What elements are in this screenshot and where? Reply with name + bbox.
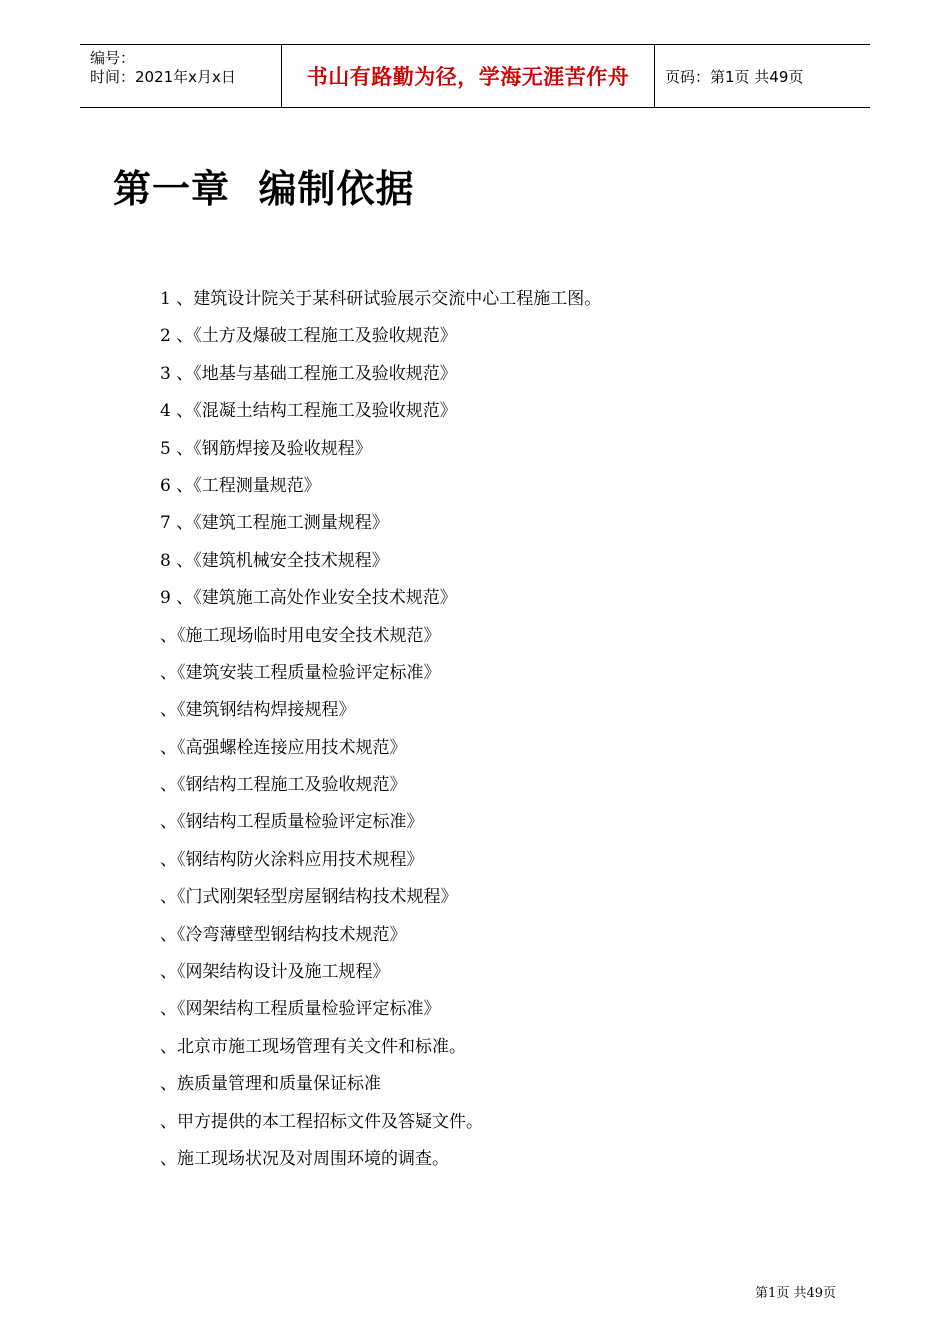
list-item: 、北京市施工现场管理有关文件和标准。: [160, 1036, 466, 1057]
list-item: 、《网架结构设计及施工规程》: [160, 962, 390, 983]
list-item: 、族质量管理和质量保证标准: [160, 1074, 381, 1095]
list-item: 1 、建筑设计院关于某科研试验展示交流中心工程施工图。: [160, 289, 602, 309]
document-number-label: 编号：: [90, 49, 136, 67]
list-item: 、《钢结构工程施工及验收规范》: [160, 775, 407, 796]
list-item: 、《冷弯薄壁型钢结构技术规范》: [160, 924, 407, 945]
page-footer: 第1页 共49页: [755, 1286, 836, 1301]
page-header: [80, 44, 870, 108]
list-item: 、《钢结构工程质量检验评定标准》: [160, 812, 424, 833]
list-item: 3 、《地基与基础工程施工及验收规范》: [160, 363, 457, 384]
list-item: 、施工现场状况及对周围环境的调查。: [160, 1148, 449, 1169]
list-item: 、《钢结构防火涂料应用技术规程》: [160, 849, 424, 870]
list-item: 8 、《建筑机械安全技术规程》: [160, 550, 389, 571]
list-item: 、《建筑安装工程质量检验评定标准》: [160, 662, 441, 683]
header-meta: [80, 45, 282, 107]
list-item: 、《网架结构工程质量检验评定标准》: [160, 999, 441, 1020]
chapter-title: 第一章 编制依据: [113, 167, 415, 211]
list-item: 、甲方提供的本工程招标文件及答疑文件。: [160, 1111, 483, 1132]
list-item: 、《高强螺栓连接应用技术规范》: [160, 737, 407, 758]
list-item: 、《建筑钢结构焊接规程》: [160, 700, 356, 721]
list-item: 9 、《建筑施工高处作业安全技术规范》: [160, 588, 457, 609]
list-item: 、《门式刚架轻型房屋钢结构技术规程》: [160, 887, 458, 908]
list-item: 、《施工现场临时用电安全技术规范》: [160, 625, 441, 646]
header-page-info: 页码：第1页 共49页: [665, 67, 804, 86]
list-item: 7 、《建筑工程施工测量规程》: [160, 513, 389, 534]
list-item: 6 、《工程测量规范》: [160, 475, 321, 496]
list-item: 5 、《钢筋焊接及验收规程》: [160, 438, 372, 459]
basis-list: [160, 284, 601, 1181]
document-time-label: 时间：2021年x月x日: [90, 68, 236, 86]
header-motto: 书山有路勤为径，学海无涯苦作舟: [282, 45, 655, 107]
list-item: 2 、《土方及爆破工程施工及验收规范》: [160, 326, 457, 347]
list-item: 4 、《混凝土结构工程施工及验收规范》: [160, 401, 457, 422]
